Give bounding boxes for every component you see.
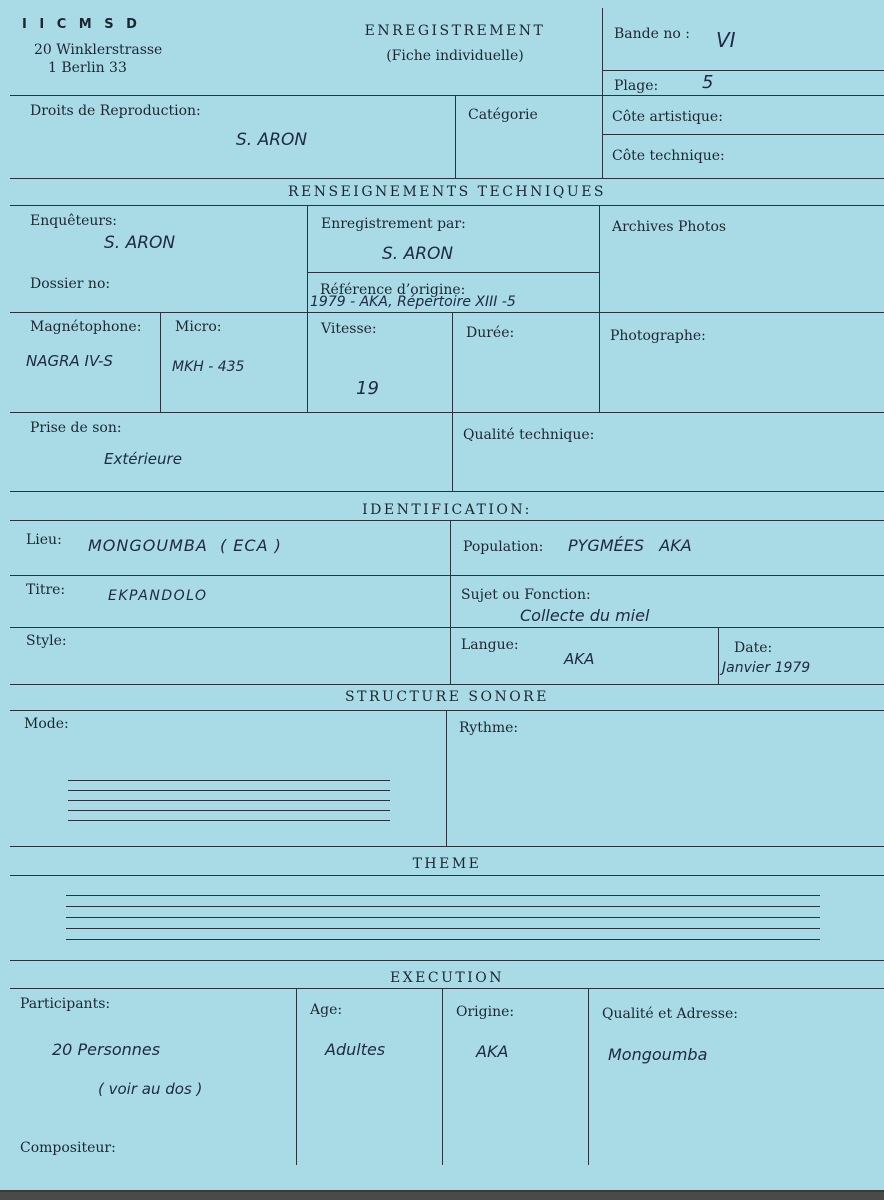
bande-value: VI xyxy=(716,28,736,52)
rule-row3 xyxy=(10,312,884,313)
duree-label: Durée: xyxy=(466,325,515,341)
rule-enreg-ref xyxy=(307,272,599,273)
mode-label: Mode: xyxy=(24,716,69,732)
rule-exec-title xyxy=(10,988,884,989)
micro-label: Micro: xyxy=(175,319,222,335)
enqueteurs-value: S. ARON xyxy=(104,233,176,253)
langue-label: Langue: xyxy=(461,637,519,653)
age-value: Adultes xyxy=(325,1040,386,1059)
rule-ident-title xyxy=(10,520,884,521)
enreg-par-value: S. ARON xyxy=(382,244,454,264)
origine-label: Origine: xyxy=(456,1004,515,1020)
categorie-label: Catégorie xyxy=(468,107,538,123)
rule-structure-bottom xyxy=(10,846,884,847)
titre-value: EKPANDOLO xyxy=(108,588,208,604)
vitesse-label: Vitesse: xyxy=(321,321,377,337)
rule-structure-title xyxy=(10,710,884,711)
photographe-label: Photographe: xyxy=(610,328,706,344)
col-qualite xyxy=(588,988,589,1165)
col-micro xyxy=(160,312,161,412)
qualite-adresse-label: Qualité et Adresse: xyxy=(602,1006,738,1022)
langue-value: AKA xyxy=(564,650,595,668)
cote-artistique-label: Côte artistique: xyxy=(612,109,723,125)
age-label: Age: xyxy=(310,1002,343,1018)
rule-cote xyxy=(602,134,884,135)
cote-technique-label: Côte technique: xyxy=(612,148,725,164)
structure-section-title: STRUCTURE SONORE xyxy=(345,689,549,705)
institute-name: I I C M S D xyxy=(22,17,141,32)
droits-label: Droits de Reproduction: xyxy=(30,103,201,119)
rule-header-bottom xyxy=(10,95,884,96)
rule-ident-row1 xyxy=(10,575,884,576)
plage-label: Plage: xyxy=(614,78,659,94)
sujet-value: Collecte du miel xyxy=(520,606,650,625)
micro-value: MKH - 435 xyxy=(172,359,245,375)
enqueteurs-label: Enquêteurs: xyxy=(30,213,118,229)
droits-value: S. ARON xyxy=(236,130,308,150)
magnetophone-value: NAGRA IV-S xyxy=(26,352,113,370)
rule-theme-title xyxy=(10,875,884,876)
rule-theme-bottom xyxy=(10,960,884,961)
col-origine xyxy=(442,988,443,1165)
sujet-label: Sujet ou Fonction: xyxy=(461,587,591,603)
population-value: PYGMÉES AKA xyxy=(568,536,692,555)
form-subtitle: (Fiche individuelle) xyxy=(386,48,524,64)
compositeur-label: Compositeur: xyxy=(20,1140,116,1156)
enreg-par-label: Enregistrement par: xyxy=(321,216,466,232)
participants-value-1: 20 Personnes xyxy=(52,1040,161,1059)
col-duree xyxy=(452,312,453,491)
titre-label: Titre: xyxy=(26,582,66,598)
col-age xyxy=(296,988,297,1165)
col-categorie xyxy=(455,95,456,178)
rule-rights-bottom xyxy=(10,178,884,179)
col-header-right xyxy=(602,8,603,178)
form-title: ENREGISTREMENT xyxy=(364,23,546,39)
prise-de-son-label: Prise de son: xyxy=(30,420,122,436)
institute-street: 20 Winklerstrasse xyxy=(34,42,163,58)
exec-section-title: EXECUTION xyxy=(389,970,504,986)
lieu-label: Lieu: xyxy=(26,532,62,548)
institute-city: 1 Berlin 33 xyxy=(48,60,127,76)
col-photos xyxy=(599,205,600,412)
qualite-adresse-value: Mongoumba xyxy=(608,1045,708,1064)
col-enreg xyxy=(307,205,308,412)
origine-value: AKA xyxy=(476,1042,509,1061)
participants-value-2: ( voir au dos ) xyxy=(98,1080,203,1098)
reference-value: 1979 - AKA, Répertoire XIII -5 xyxy=(310,294,516,310)
rule-tech-bottom xyxy=(10,491,884,492)
col-rythme xyxy=(446,710,447,846)
bande-label: Bande no : xyxy=(614,26,690,42)
col-ident xyxy=(450,520,451,684)
rule-ident-bottom xyxy=(10,684,884,685)
qualite-technique-label: Qualité technique: xyxy=(463,427,595,443)
tech-section-title: RENSEIGNEMENTS TECHNIQUES xyxy=(287,184,607,200)
lieu-value: MONGOUMBA ( ECA ) xyxy=(88,536,282,555)
prise-de-son-value: Extérieure xyxy=(104,450,182,468)
date-label: Date: xyxy=(734,640,773,656)
participants-label: Participants: xyxy=(20,996,111,1012)
style-label: Style: xyxy=(26,633,67,649)
plage-value: 5 xyxy=(702,72,714,93)
rule-ident-row2 xyxy=(10,627,884,628)
dossier-label: Dossier no: xyxy=(30,276,111,292)
rule-tech-title xyxy=(10,205,884,206)
vitesse-value: 19 xyxy=(356,378,379,399)
rule-row4 xyxy=(10,412,884,413)
rythme-label: Rythme: xyxy=(459,720,519,736)
col-date xyxy=(718,627,719,684)
magnetophone-label: Magnétophone: xyxy=(30,319,142,335)
theme-section-title: THEME xyxy=(412,856,482,872)
date-value: Janvier 1979 xyxy=(722,660,811,676)
ident-section-title: IDENTIFICATION: xyxy=(362,502,532,518)
rule-plage xyxy=(602,70,884,71)
archives-photos-label: Archives Photos xyxy=(612,219,727,235)
population-label: Population: xyxy=(463,539,544,555)
reference-label: Référence d’origine: xyxy=(320,282,466,298)
